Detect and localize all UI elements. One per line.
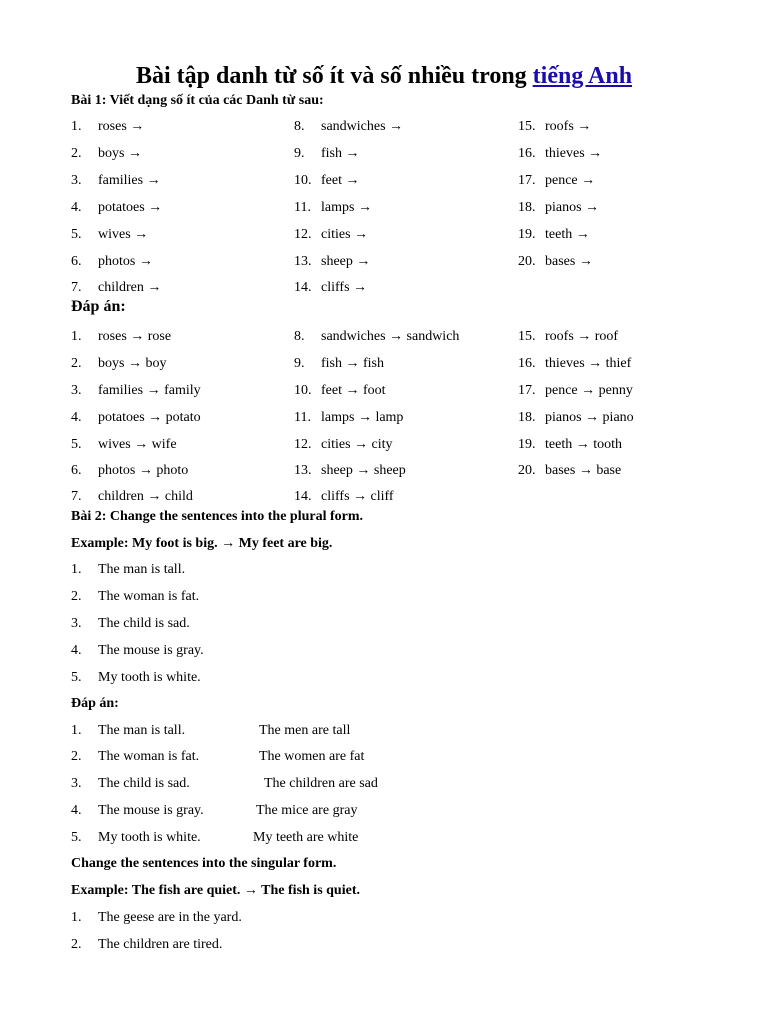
answer-plural: My teeth are white [253, 830, 359, 845]
list-item: 1. roses → [71, 119, 145, 134]
answer-item: 17. pence → penny [518, 383, 633, 398]
list-item: 3. families → [71, 173, 161, 188]
list-item: 14. cliffs → [294, 280, 368, 295]
list-item: 13. sheep → [294, 254, 371, 269]
list-item: 17. pence → [518, 173, 596, 188]
bai2-heading: Bài 2: Change the sentences into the plural form. [71, 509, 364, 524]
answer-plural: The women are fat [259, 749, 365, 764]
bai2-example: Example: My foot is big. → My feet are big. [71, 536, 333, 551]
answer-item: 1. roses → rose [71, 329, 172, 344]
list-item: 1. The geese are in the yard. [71, 910, 242, 925]
answer-item: 12. cities → city [294, 437, 393, 452]
answer-item: 4. potatoes → potato [71, 410, 201, 425]
list-item: 2. boys → [71, 146, 142, 161]
answer-item: 10. feet → foot [294, 383, 386, 398]
list-item: 4. potatoes → [71, 200, 163, 215]
answer-plural: The mice are gray [256, 803, 358, 818]
answer-item: 6. photos → photo [71, 463, 189, 478]
answer-item: 3. families → family [71, 383, 201, 398]
answer-item: 9. fish → fish [294, 356, 384, 371]
page-title-text: Bài tập danh từ số ít và số nhiều trong [135, 63, 533, 89]
singular-heading: Change the sentences into the singular form. [71, 856, 337, 871]
list-item: 20. bases → [518, 254, 593, 269]
answer-plural: The children are sad [264, 776, 378, 791]
list-item: 2. The children are tired. [71, 937, 223, 952]
bai2-answer-heading: Đáp án: [71, 696, 119, 711]
list-item: 7. children → [71, 280, 162, 295]
list-item: 16. thieves → [518, 146, 603, 161]
answer-plural: The men are tall [259, 723, 351, 738]
answer-item: 16. thieves → thief [518, 356, 632, 371]
bai1-answer-heading: Đáp án: [71, 298, 126, 315]
list-item: 9. fish → [294, 146, 360, 161]
list-item: 6. photos → [71, 254, 153, 269]
list-item: 15. roofs → [518, 119, 592, 134]
answer-item: 19. teeth → tooth [518, 437, 622, 452]
list-item: 8. sandwiches → [294, 119, 404, 134]
answer-item: 5. My tooth is white. [71, 830, 201, 845]
list-item: 3. The child is sad. [71, 616, 190, 631]
answer-item: 11. lamps → lamp [294, 410, 404, 425]
answer-item: 1. The man is tall. [71, 723, 186, 738]
list-item: 4. The mouse is gray. [71, 643, 204, 658]
answer-item: 4. The mouse is gray. [71, 803, 204, 818]
singular-example: Example: The fish are quiet. → The fish is quiet. [71, 883, 360, 898]
list-item: 18. pianos → [518, 200, 600, 215]
answer-item: 2. The woman is fat. [71, 749, 200, 764]
list-item: 5. My tooth is white. [71, 670, 201, 685]
list-item: 5. wives → [71, 227, 149, 242]
answer-item: 8. sandwiches → sandwich [294, 329, 460, 344]
answer-item: 20. bases → base [518, 463, 622, 478]
list-item: 2. The woman is fat. [71, 589, 200, 604]
answer-item: 2. boys → boy [71, 356, 167, 371]
tieng-anh-link[interactable]: tiếng Anh [532, 63, 633, 89]
answer-item: 5. wives → wife [71, 437, 177, 452]
answer-item: 3. The child is sad. [71, 776, 190, 791]
list-item: 12. cities → [294, 227, 369, 242]
page-title [0, 58, 768, 94]
answer-item: 15. roofs → roof [518, 329, 619, 344]
list-item: 1. The man is tall. [71, 562, 186, 577]
answer-item: 14. cliffs → cliff [294, 489, 394, 504]
list-item: 19. teeth → [518, 227, 590, 242]
answer-item: 7. children → child [71, 489, 193, 504]
bai1-heading: Bài 1: Viết dạng số ít của các Danh từ sau: [71, 93, 324, 108]
list-item: 10. feet → [294, 173, 360, 188]
list-item: 11. lamps → [294, 200, 372, 215]
answer-item: 13. sheep → sheep [294, 463, 406, 478]
answer-item: 18. pianos → piano [518, 410, 634, 425]
